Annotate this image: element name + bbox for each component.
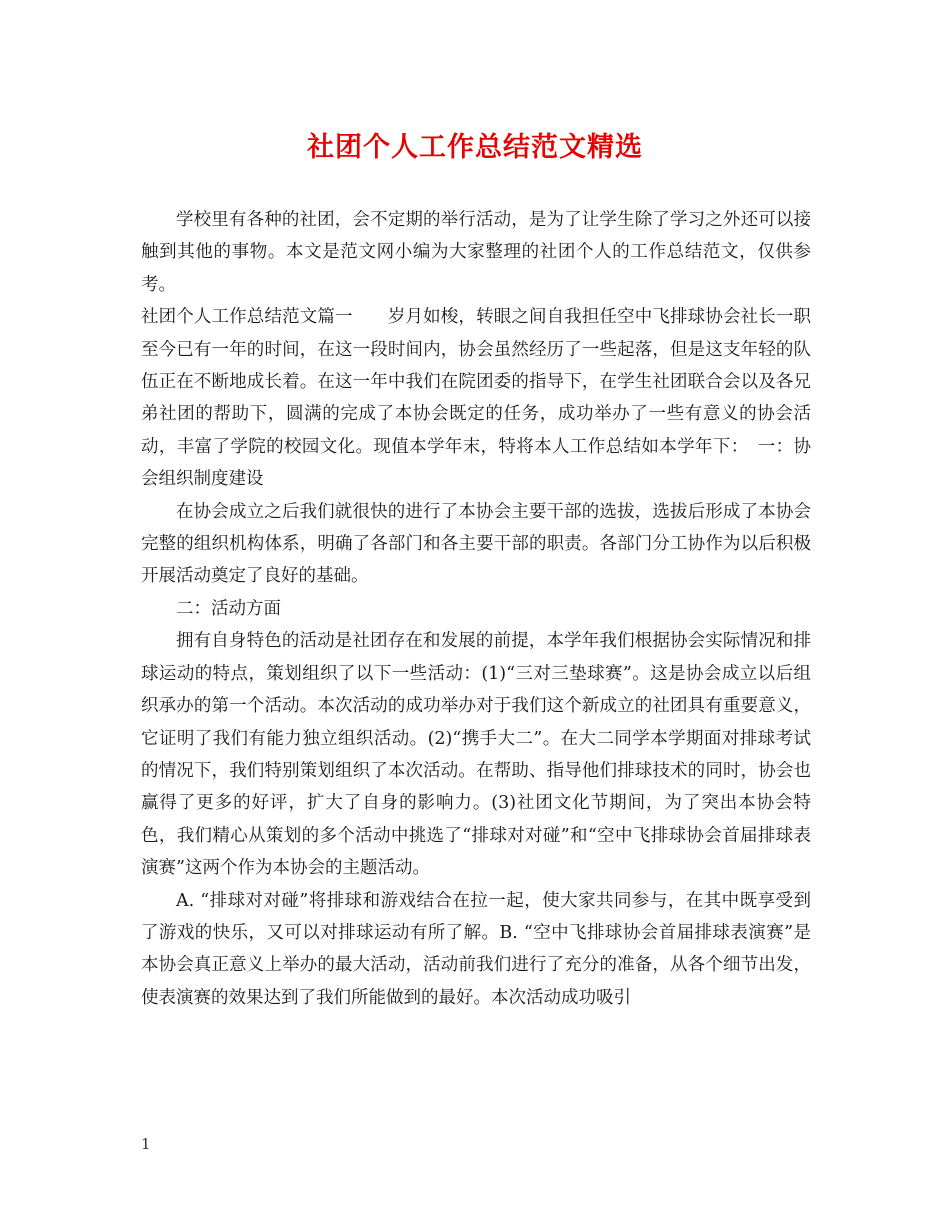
paragraph-activity-details: A. “排球对对碰”将排球和游戏结合在拉一起，使大家共同参与，在其中既享受到了游戏的快乐，又可以对排球运动有所了解。B. “空中飞排球协会首届排球表演赛”是本协会真正意义上举办的最大活动，活动前我们进行了充分的准备，从各个细节出发，使表演赛的效果达到了我们所能做到的最好。本次活动成功吸引: [141, 890, 811, 1008]
document-title: 社团个人工作总结范文精选: [307, 132, 643, 163]
paragraph-activities: 拥有自身特色的活动是社团存在和发展的前提，本学年我们根据协会实际情况和排球运动的特点，策划组织了以下一些活动：(1)“三对三垫球赛”。这是协会成立以后组织承办的第一个活动。本次活动的成功举办对于我们这个新成立的社团具有重要意义，它证明了我们有能力独立组织活动。(2)“携手大二”。在大二同学本学期面对排球考试的情况下，我们特别策划组织了本次活动。在帮助、指导他们排球技术的同时，协会也赢得了更多的好评，扩大了自身的影响力。(3)社团文化节期间，为了突出本协会特色，我们精心从策划的多个活动中挑选了“排球对对碰”和“空中飞排球协会首届排球表演赛”这两个作为本协会的主题活动。: [141, 631, 811, 879]
paragraph-section-one: 社团个人工作总结范文篇一 岁月如梭，转眼之间自我担任空中飞排球协会社长一职至今已有一年的时间，在这一段时间内，协会虽然经历了一些起落，但是这支年轻的队伍正在不断地成长着。在这一年中我们在院团委的指导下，在学生社团联合会以及各兄弟社团的帮助下，圆满的完成了本协会既定的任务，成功举办了一些有意义的协会活动，丰富了学院的校园文化。现值本学年末，特将本人工作总结如本学年下： 一：协会组织制度建设: [141, 307, 811, 490]
paragraph-intro: 学校里有各种的社团，会不定期的举行活动，是为了让学生除了学习之外还可以接触到其他的事物。本文是范文网小编为大家整理的社团个人的工作总结范文，仅供参考。: [141, 210, 811, 295]
document-body: [141, 204, 811, 1014]
paragraph-organization: 在协会成立之后我们就很快的进行了本协会主要干部的选拔，选拔后形成了本协会完整的组织机构体系，明确了各部门和各主要干部的职责。各部门分工协作为以后积极开展活动奠定了良好的基础。: [141, 501, 811, 587]
page-number: 1: [141, 1135, 151, 1153]
section-heading-activities: 二：活动方面: [176, 598, 281, 619]
